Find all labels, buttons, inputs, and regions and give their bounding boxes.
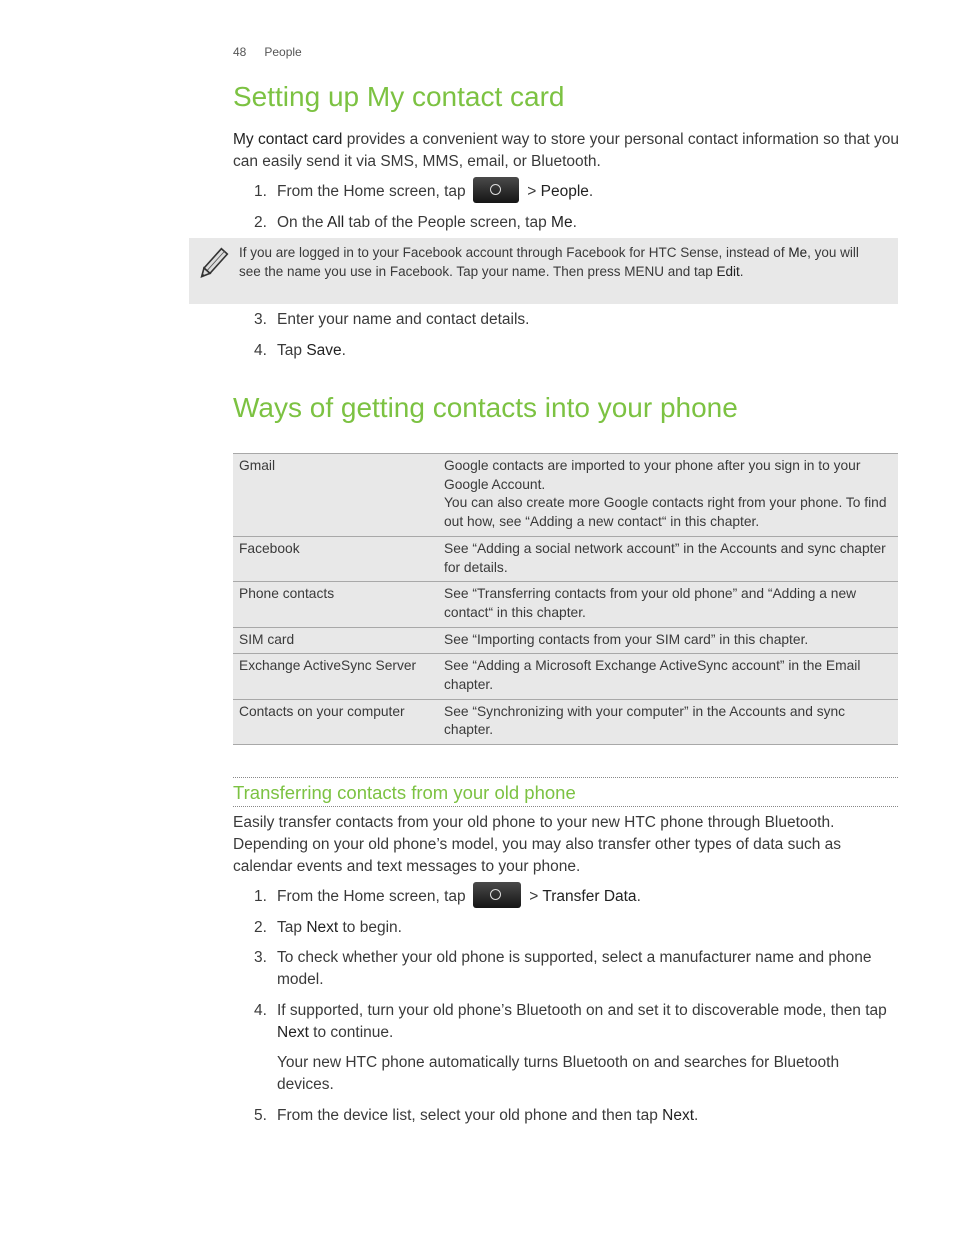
source-cell: SIM card bbox=[233, 627, 438, 654]
note-text: If you are logged in to your Facebook account through Facebook for HTC Sense, instead of Me, you will see the name you use in Facebook. Tap your name. Then press MENU and tap Edit. bbox=[239, 245, 859, 279]
table-row bbox=[233, 536, 898, 581]
table-row bbox=[233, 699, 898, 744]
header-section: People bbox=[264, 45, 302, 59]
contact-sources-table bbox=[233, 453, 898, 745]
intro-term: My contact card bbox=[233, 131, 343, 148]
pencil-icon bbox=[195, 246, 231, 282]
description-cell: Google contacts are imported to your phone after you sign in to your Google Account. You can also create more Google contacts right from your phone. To find out how, see “Adding a new contact“ in this chapter. bbox=[438, 454, 898, 537]
page-header bbox=[233, 45, 302, 59]
note-box bbox=[189, 238, 898, 304]
section-title-contact-card: Setting up My contact card bbox=[233, 81, 565, 112]
manual-page: 48 People Setting up My contact card My contact card provides a convenient way to store your personal contact information so that you can easily send it via SMS, MMS, email, or Bluetooth. 1. From the Home screen, tap > People. 2. On the All tab of the People screen, tap Me. If you are logged in to your Facebook account through Facebook for HTC Sense, instead of Me, you will see the name you use in Facebook. Tap your name. Then press MENU and tap Edit. 3. Enter your name and contact details. 4. Tap Save. Ways of getting contacts into your phone Gmail Google contacts are imported to your phone after you sign in to your Google Account. You can also create more Google contacts right from your phone. To find out how, see “Adding a new contact“ in this chapter. Facebook See “Adding a social network account” in the Accounts and sync chapter for details. Phone contacts See “Transferring contacts from your old phone” and “Adding a new contact“ in this chapter. SIM card See “Importing contacts from your SIM card” in this chapter. Exchange ActiveSync Server See “Adding a Microsoft Exchange ActiveSync account” in the Email chapter. Contacts on your computer See “Synchronizing with your computer” in the Accounts and sync chapter. Transferring contacts from your old phone Easily transfer contacts from your old phone to your new HTC phone through Bluetooth. Depending on your old phone’s model, you may also transfer other types of data such as calendar events and text messages to your phone. 1. From the Home screen, tap > Transfer Data. 2. Tap Next to begin. 3. To check whether your old phone is supported, select a manufacturer name and phone model. 4. If supported, turn your old phone’s Bluetooth on and set it to discoverable mode, then tap Next to continue. Your new HTC phone automatically turns Bluetooth on and searches for Bluetooth devices. 5. From the device list, select your old phone and then tap Next. bbox=[0, 0, 954, 1235]
contact-card-intro: My contact card provides a convenient way to store your personal contact information so that you can easily send it via SMS, MMS, email, or Bluetooth. bbox=[233, 131, 899, 170]
table-row bbox=[233, 454, 898, 537]
table-row bbox=[233, 627, 898, 654]
table-row bbox=[233, 582, 898, 627]
description-cell: See “Synchronizing with your computer” in the Accounts and sync chapter. bbox=[438, 699, 898, 744]
source-cell: Gmail bbox=[233, 454, 438, 537]
description-cell: See “Adding a social network account” in the Accounts and sync chapter for details. bbox=[438, 536, 898, 581]
source-cell: Exchange ActiveSync Server bbox=[233, 654, 438, 699]
description-cell: See “Adding a Microsoft Exchange ActiveSync account” in the Email chapter. bbox=[438, 654, 898, 699]
subsection-title-transfer: Transferring contacts from your old phone bbox=[233, 777, 898, 807]
description-cell: See “Transferring contacts from your old phone” and “Adding a new contact“ in this chapter. bbox=[438, 582, 898, 627]
home-button-icon bbox=[473, 882, 521, 908]
source-cell: Facebook bbox=[233, 536, 438, 581]
page-number: 48 bbox=[233, 45, 247, 59]
section-title-ways: Ways of getting contacts into your phone bbox=[233, 392, 738, 423]
transfer-intro: Easily transfer contacts from your old phone to your new HTC phone through Bluetooth. Depending on your old phone’s model, you may also transfer other types of data such as calendar events and text messages to your phone. bbox=[233, 814, 842, 875]
table-row bbox=[233, 654, 898, 699]
home-button-icon bbox=[473, 177, 519, 203]
source-cell: Contacts on your computer bbox=[233, 699, 438, 744]
description-cell: See “Importing contacts from your SIM card” in this chapter. bbox=[438, 627, 898, 654]
source-cell: Phone contacts bbox=[233, 582, 438, 627]
